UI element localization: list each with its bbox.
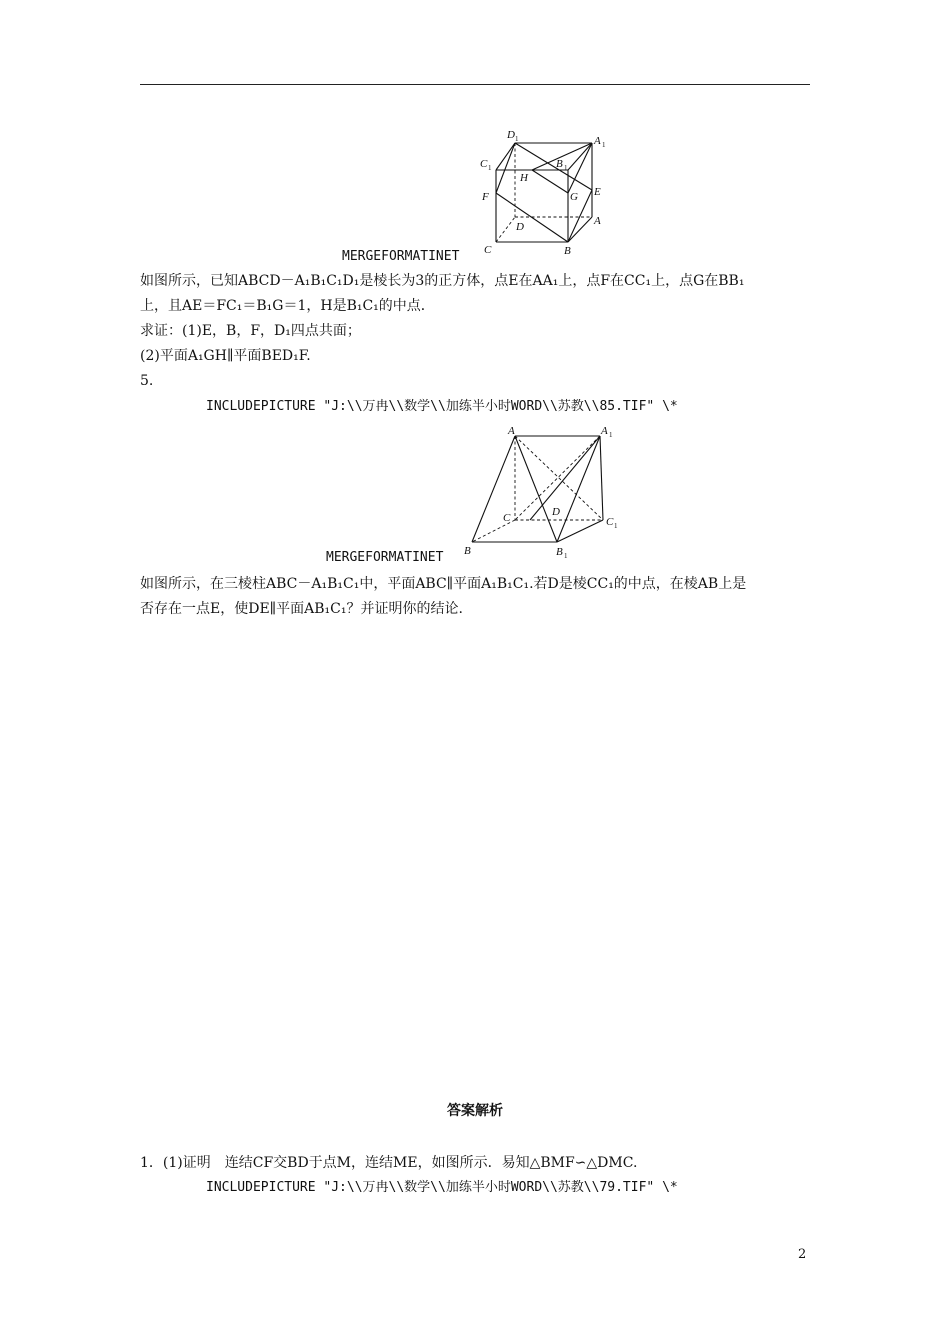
label-H: H (520, 172, 528, 184)
page-number: 2 (798, 1247, 807, 1262)
sub: 1 (602, 141, 606, 149)
label-A: A (508, 425, 515, 437)
answers-title: 答案解析 (447, 1103, 503, 1119)
problem4-line2: 上，且AE＝FC₁＝B₁G＝1，H是B₁C₁的中点． (140, 298, 435, 314)
label-A: A (594, 215, 601, 227)
label-A1: A (594, 135, 601, 147)
problem4-line3: 求证：(1)E，B，F，D₁四点共面； (140, 323, 361, 339)
label-C: C (503, 512, 511, 524)
label-B: B (464, 545, 471, 557)
sub: 1 (564, 552, 568, 560)
label-E: E (594, 186, 601, 198)
problem5-line1: 如图所示，在三棱柱ABC－A₁B₁C₁中，平面ABC∥平面A₁B₁C₁.若D是棱CC₁的中点，在棱AB上是 (140, 576, 747, 592)
field-text-2: MERGEFORMATINET (326, 550, 444, 565)
label-G: G (570, 191, 578, 203)
label-D1: D (507, 129, 515, 141)
label-D: D (552, 506, 560, 518)
include-picture-79: INCLUDEPICTURE "J:\\万冉\\数学\\加练半小时WORD\\苏教\\79.TIF" \* (206, 1180, 678, 1195)
sub: 1 (614, 522, 618, 530)
problem4-line4: (2)平面A₁GH∥平面BED₁F. (140, 348, 311, 364)
sub: 1 (488, 164, 492, 172)
label-C1: C (606, 516, 614, 528)
label-C: C (484, 244, 492, 256)
problem5-number: 5. (140, 373, 154, 389)
label-F: F (482, 191, 489, 203)
cube-figure (470, 125, 610, 260)
sub: 1 (564, 164, 568, 172)
label-D: D (516, 221, 524, 233)
label-A1: A (601, 425, 608, 437)
include-picture-85: INCLUDEPICTURE "J:\\万冉\\数学\\加练半小时WORD\\苏教\\85.TIF" \* (206, 399, 678, 414)
label-C1: C (480, 158, 488, 170)
label-B1: B (556, 158, 563, 170)
problem4-line1: 如图所示，已知ABCD－A₁B₁C₁D₁是棱长为3的正方体，点E在AA₁上，点F在CC₁上，点G在BB₁ (140, 273, 745, 289)
header-rule (140, 84, 810, 85)
label-B1: B (556, 546, 563, 558)
prism-figure (460, 424, 630, 564)
field-text-1: MERGEFORMATINET (342, 249, 460, 264)
sub: 1 (609, 431, 613, 439)
problem5-line2: 否存在一点E，使DE∥平面AB₁C₁？并证明你的结论. (140, 601, 463, 617)
answer1-line1: 1．(1)证明 连结CF交BD于点M，连结ME，如图所示．易知△BMF∽△DMC. (140, 1155, 638, 1171)
label-B: B (564, 245, 571, 257)
sub: 1 (515, 135, 519, 143)
